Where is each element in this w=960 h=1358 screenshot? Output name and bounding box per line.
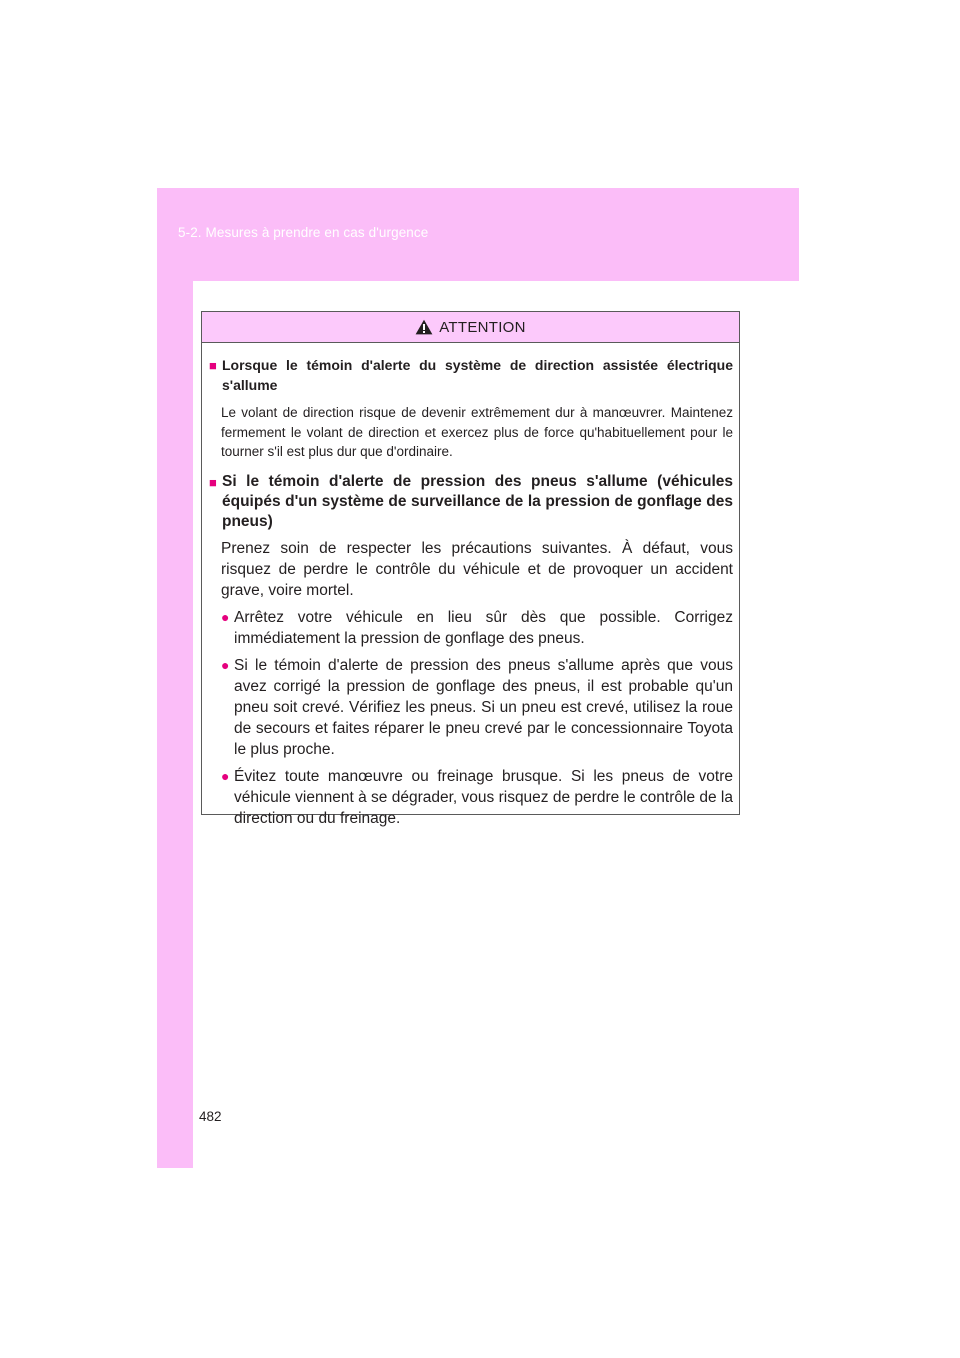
list-item-text: Arrêtez votre véhicule en lieu sûr dès que possible. Corrigez immédiatement la pression de gonflage des pneus. bbox=[234, 608, 733, 647]
attention-header bbox=[202, 312, 739, 343]
round-bullet-icon: ● bbox=[221, 767, 230, 784]
warning-block-power-steering bbox=[209, 355, 733, 462]
list-item-text: Si le témoin d'alerte de pression des pneus s'allume après que vous avez corrigé la pression de gonflage des pneus, il est probable qu'un pneu soit crevé. Vérifiez les pneus. Si un pneu est crevé, utilisez la roue de secours et faites réparer le pneu crevé par le concessionnaire Toyota le plus proche. bbox=[234, 656, 733, 758]
attention-box bbox=[201, 311, 740, 827]
attention-title: ATTENTION bbox=[439, 318, 526, 336]
square-bullet-icon: ■ bbox=[209, 474, 217, 490]
warning-triangle-icon bbox=[415, 319, 433, 335]
block-heading-text: Lorsque le témoin d'alerte du système de direction assistée électrique s'allume bbox=[222, 357, 733, 393]
list-item-text: Évitez toute manœuvre ou freinage brusque. Si les pneus de votre véhicule viennent à se dégrader, vous risquez de perdre le contrôle de la direction ou du freinage. bbox=[234, 767, 733, 827]
attention-body bbox=[202, 343, 739, 829]
round-bullet-icon: ● bbox=[221, 656, 230, 673]
block-paragraph: Prenez soin de respecter les précautions suivantes. À défaut, vous risquez de perdre le contrôle du véhicule et de provoquer un accident grave, voire mortel. bbox=[221, 539, 733, 599]
page-number: 482 bbox=[199, 1109, 222, 1124]
block-paragraph: Le volant de direction risque de devenir extrêmement dur à manœuvrer. Maintenez fermement le volant de direction et exercez plus de force qu'habituellement pour le tourner s'il est plus dur que d'ordinaire. bbox=[221, 405, 733, 459]
list-item bbox=[221, 607, 733, 649]
warning-block-tire-pressure bbox=[209, 472, 733, 829]
round-bullet-icon: ● bbox=[221, 608, 230, 625]
block-heading bbox=[209, 472, 733, 532]
list-item bbox=[221, 655, 733, 760]
block-heading-text: Si le témoin d'alerte de pression des pneus s'allume (véhicules équipés d'un système de surveillance de la pression de gonflage des pneus) bbox=[222, 472, 733, 530]
list-item bbox=[221, 766, 733, 829]
square-bullet-icon: ■ bbox=[209, 358, 217, 373]
side-color-strip bbox=[157, 188, 193, 1168]
section-title: 5-2. Mesures à prendre en cas d'urgence bbox=[178, 225, 429, 240]
block-heading bbox=[209, 355, 733, 395]
